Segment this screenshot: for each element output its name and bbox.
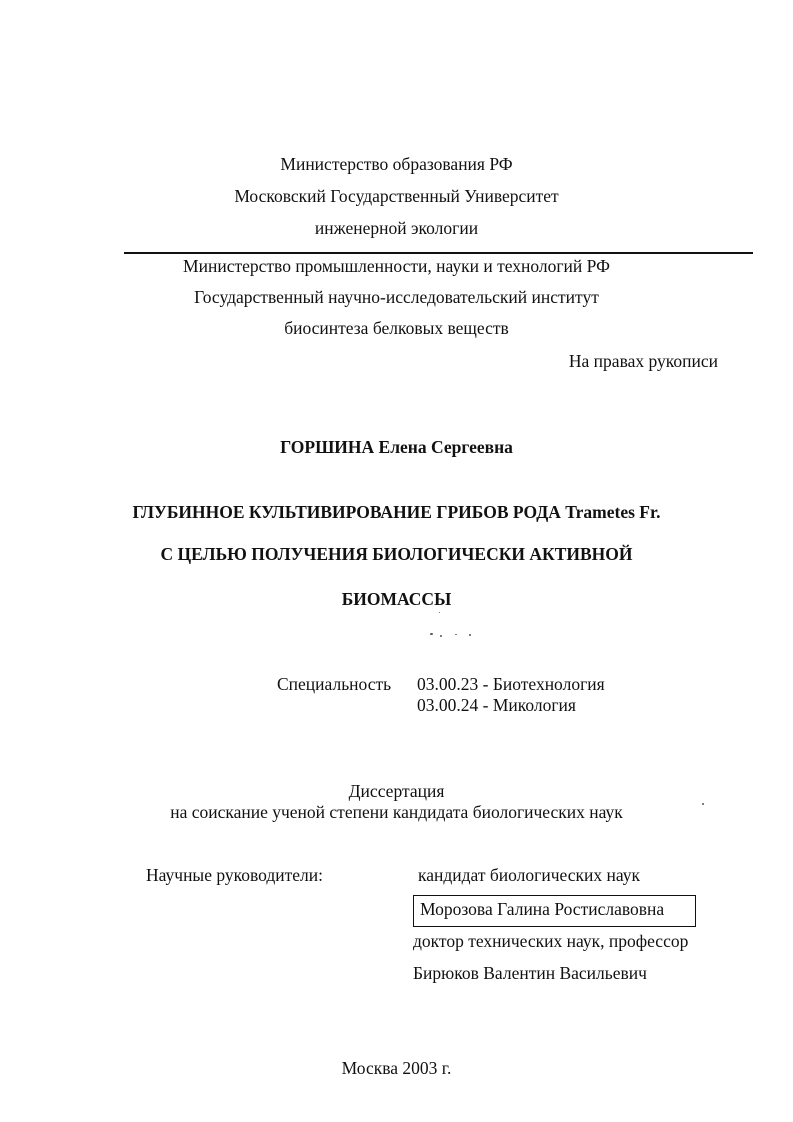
- supervisor-1-name: Морозова Галина Ростиславовна: [420, 899, 665, 919]
- city-year: Москва 2003 г.: [341, 1058, 452, 1078]
- dissertation-title-line-3: БИОМАССЫ: [341, 589, 452, 609]
- dissertation-title-line-2: С ЦЕЛЬЮ ПОЛУЧЕНИЯ БИОЛОГИЧЕСКИ АКТИВНОЙ: [160, 544, 633, 564]
- scan-speck: [702, 803, 704, 805]
- author-name: ГОРШИНА Елена Сергеевна: [280, 437, 513, 457]
- manuscript-note: На правах рукописи: [568, 351, 718, 371]
- institute-name: Государственный научно-исследовательский институт: [194, 287, 599, 307]
- ministry-industry: Министерство промышленности, науки и технологий РФ: [183, 256, 610, 276]
- supervisor-2-name: Бирюков Валентин Васильевич: [413, 963, 647, 983]
- university-name-cont: инженерной экологии: [314, 218, 479, 238]
- supervisors-label: Научные руководители:: [146, 865, 323, 885]
- institute-name-cont: биосинтеза белковых веществ: [284, 318, 509, 338]
- specialty-item-1: 03.00.23 - Биотехнология: [417, 674, 605, 694]
- specialty-label: Специальность: [277, 674, 392, 694]
- scan-speck: [469, 634, 471, 636]
- supervisor-2-degree: доктор технических наук, профессор: [413, 931, 689, 951]
- scan-speck: [455, 634, 457, 635]
- university-name: Московский Государственный Университет: [234, 186, 559, 206]
- dissertation-label: Диссертация: [348, 781, 445, 801]
- scan-speck: [430, 633, 433, 635]
- specialty-item-2: 03.00.24 - Микология: [417, 695, 576, 715]
- dissertation-title-line-1: ГЛУБИННОЕ КУЛЬТИВИРОВАНИЕ ГРИБОВ РОДА Trametes Fr.: [132, 502, 661, 522]
- scan-speck: [439, 612, 440, 613]
- ministry-education: Министерство образования РФ: [280, 154, 513, 174]
- header-divider: [124, 252, 753, 254]
- scan-speck: [440, 635, 442, 637]
- supervisor-1-degree: кандидат биологических наук: [418, 865, 640, 885]
- degree-statement: на соискание ученой степени кандидата биологических наук: [170, 802, 623, 822]
